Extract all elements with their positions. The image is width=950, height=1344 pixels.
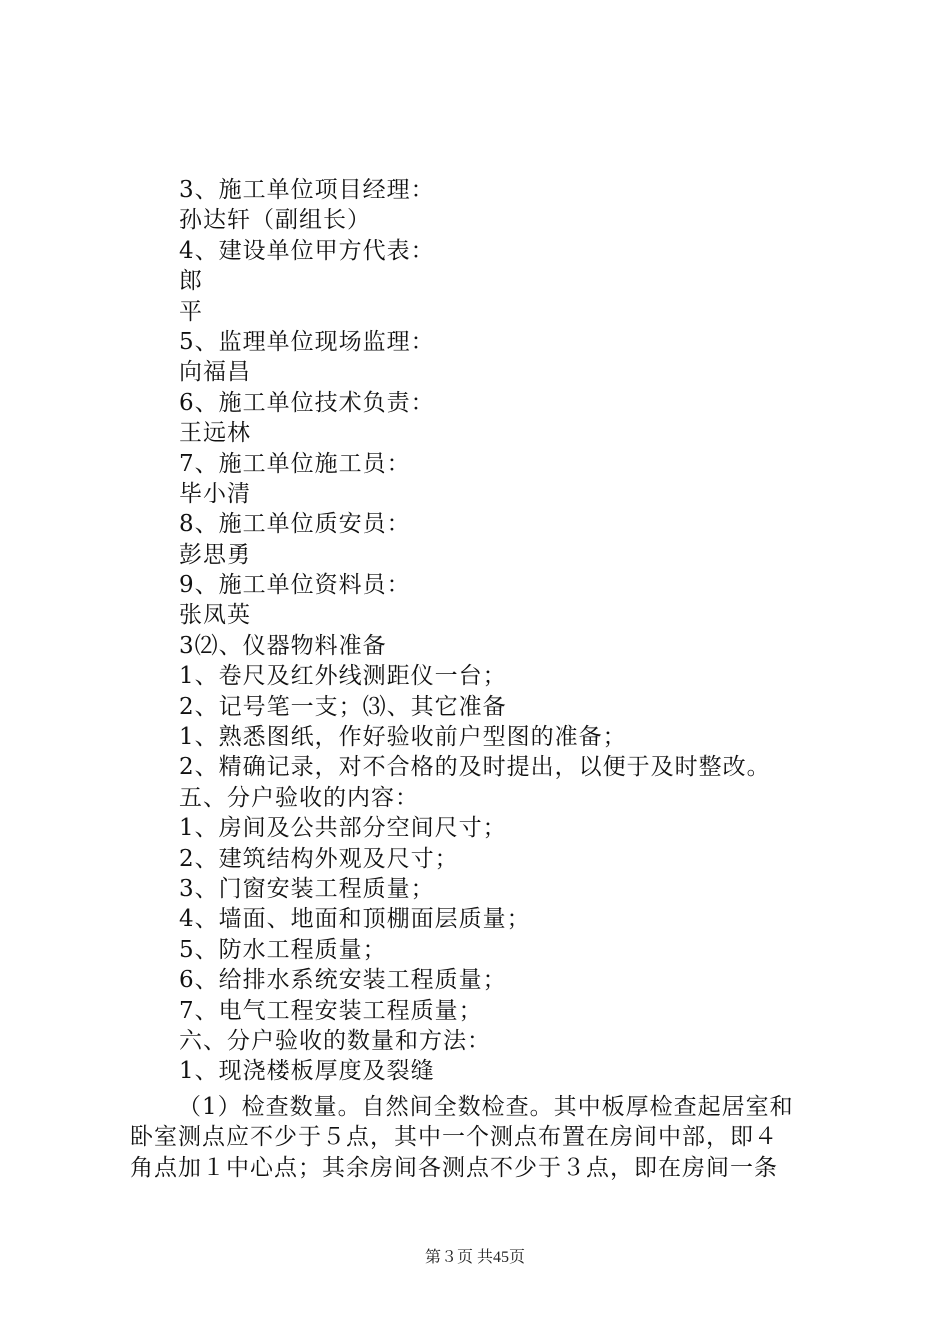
text-line: 9、施工单位资料员： bbox=[179, 572, 411, 599]
text-line: 郎 bbox=[179, 268, 203, 295]
page-footer: 第３页 共45页 bbox=[424, 1249, 525, 1266]
document-body bbox=[179, 175, 859, 1087]
text-line: 3、施工单位项目经理： bbox=[179, 177, 435, 203]
text-line: 毕小清 bbox=[179, 480, 251, 507]
text-line: 5、防水工程质量； bbox=[179, 936, 387, 963]
text-line: 1、卷尺及红外线测距仪一台； bbox=[179, 663, 507, 690]
paragraph-line: （1）检查数量。自然间全数检查。其中板厚检查起居室和 bbox=[178, 1094, 794, 1120]
text-line: 4、墙面、地面和顶棚面层质量； bbox=[179, 906, 531, 933]
text-line: 3⑵、仪器物料准备 bbox=[179, 632, 387, 659]
text-line: 1、熟悉图纸，作好验收前户型图的准备； bbox=[179, 724, 627, 751]
paragraph-line: 卧室测点应不少于５点，其中一个测点布置在房间中部，即４ bbox=[130, 1124, 778, 1151]
text-line: 向福昌 bbox=[179, 359, 251, 386]
paragraph-line: 角点加１中心点；其余房间各测点不少于３点，即在房间一条 bbox=[130, 1154, 778, 1181]
text-line: 1、房间及公共部分空间尺寸； bbox=[179, 815, 507, 842]
text-line: 6、给排水系统安装工程质量； bbox=[179, 967, 507, 994]
text-line: 6、施工单位技术负责： bbox=[179, 389, 435, 416]
text-line: 3、门窗安装工程质量； bbox=[179, 875, 435, 902]
text-line: 7、施工单位施工员： bbox=[179, 450, 411, 477]
text-line: 2、精确记录，对不合格的及时提出，以便于及时整改。 bbox=[179, 754, 771, 781]
section-heading: 五、分户验收的内容： bbox=[179, 784, 419, 811]
text-line: 彭思勇 bbox=[179, 541, 251, 568]
text-line: 7、电气工程安装工程质量； bbox=[179, 997, 483, 1024]
text-line: 2、建筑结构外观及尺寸； bbox=[179, 845, 459, 872]
body-paragraph bbox=[130, 1092, 830, 1183]
text-line: 5、监理单位现场监理： bbox=[179, 328, 435, 355]
text-line: 1、现浇楼板厚度及裂缝 bbox=[179, 1058, 435, 1085]
text-line: 平 bbox=[179, 298, 203, 325]
text-line: 王远林 bbox=[179, 420, 251, 447]
text-line: 张凤英 bbox=[179, 602, 251, 629]
section-heading: 六、分户验收的数量和方法： bbox=[179, 1027, 491, 1054]
text-line: 4、建设单位甲方代表： bbox=[179, 237, 435, 264]
text-line: 孙达轩（副组长） bbox=[179, 207, 371, 234]
text-line: 2、记号笔一支；⑶、其它准备 bbox=[179, 693, 507, 720]
text-line: 8、施工单位质安员： bbox=[179, 511, 411, 538]
